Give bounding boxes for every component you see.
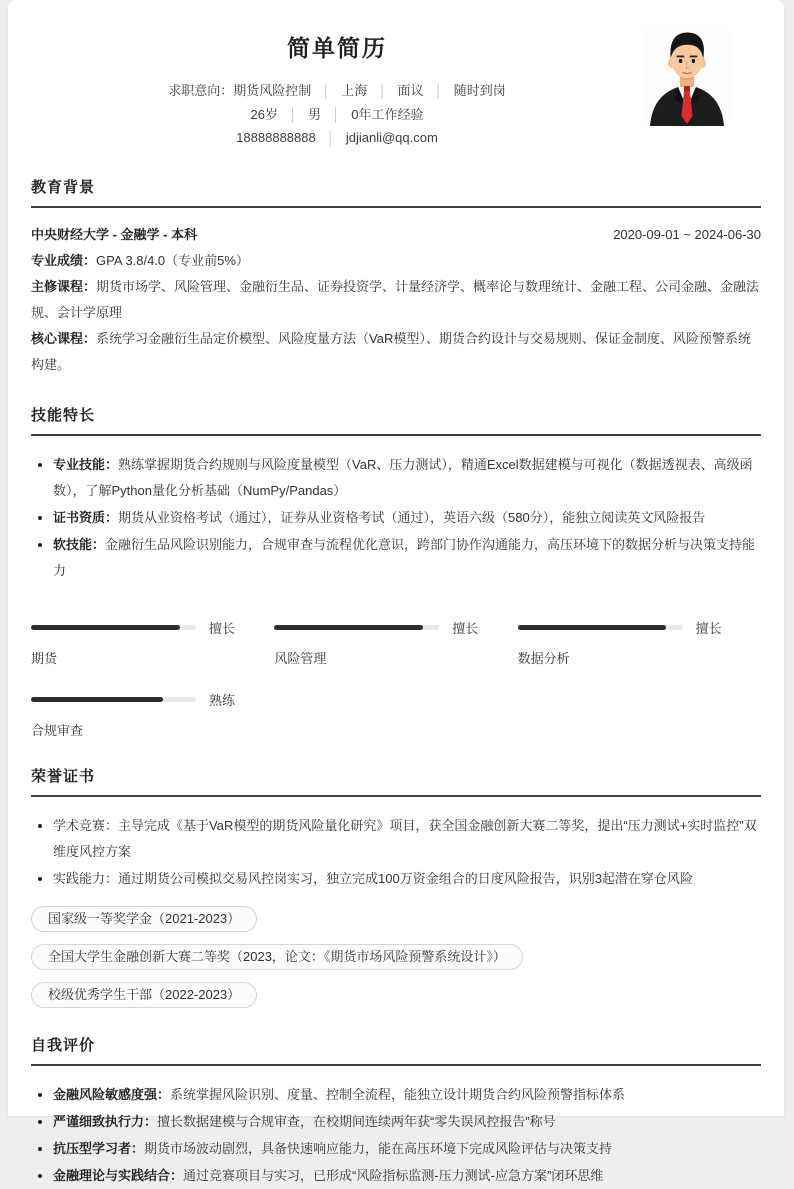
skill-bar-track bbox=[31, 697, 196, 702]
phone-number: 18888888888 bbox=[236, 130, 316, 145]
skill-name: 合规审查 bbox=[31, 722, 84, 738]
bullet-dot bbox=[38, 877, 42, 881]
age: 26岁 bbox=[250, 106, 278, 122]
item-label: 金融风险敏感度强： bbox=[53, 1086, 171, 1102]
bullet-dot bbox=[38, 463, 42, 467]
skill-level-label: 擅长 bbox=[209, 620, 236, 636]
award-badge: 校级优秀学生干部（2022-2023） bbox=[31, 982, 257, 1008]
work-experience: 0年工作经验 bbox=[351, 106, 424, 122]
skill-bars-grid bbox=[31, 618, 761, 739]
divider-bar: │ bbox=[378, 83, 387, 98]
list-item bbox=[31, 813, 761, 865]
education-heading: 教育背景 bbox=[31, 176, 761, 208]
skill-level-label: 熟练 bbox=[209, 692, 236, 708]
skill-bar-fill bbox=[31, 697, 163, 702]
row-text: GPA 3.8/4.0（专业前5%） bbox=[96, 252, 249, 268]
school-degree: 中央财经大学 - 金融学 - 本科 bbox=[31, 226, 198, 242]
bullet-dot bbox=[38, 1174, 42, 1178]
evaluation-heading: 自我评价 bbox=[31, 1034, 761, 1066]
item-text: 通过期货公司模拟交易风控岗实习，独立完成100万资金组合的日度风险报告，识别3起潜在穿仓风险 bbox=[118, 870, 693, 886]
bullet-dot bbox=[38, 516, 42, 520]
bullet-dot bbox=[38, 824, 42, 828]
list-item bbox=[31, 1136, 761, 1162]
row-label: 核心课程： bbox=[31, 330, 97, 346]
list-item bbox=[31, 1082, 761, 1108]
item-text: 主导完成《基于VaR模型的期货风险量化研究》项目，获全国金融创新大赛二等奖，提出“压力测试+实时监控”双维度风控方案 bbox=[53, 817, 757, 859]
email-address: jdjianli@qq.com bbox=[345, 130, 438, 145]
resume-page bbox=[7, 0, 785, 1183]
availability: 随时到岗 bbox=[453, 83, 506, 98]
row-label: 专业成绩： bbox=[31, 252, 97, 268]
skills-heading: 技能特长 bbox=[31, 404, 761, 436]
list-item bbox=[31, 532, 761, 584]
item-label: 专业技能： bbox=[53, 456, 119, 472]
divider-bar: │ bbox=[288, 106, 298, 122]
item-text: 期货市场波动剧烈，具备快速响应能力，能在高压环境下完成风险评估与决策支持 bbox=[144, 1140, 613, 1156]
gender: 男 bbox=[308, 106, 322, 122]
item-label: 金融理论与实践结合： bbox=[53, 1167, 184, 1183]
skill-bar-track bbox=[274, 625, 439, 630]
list-item bbox=[31, 866, 761, 892]
item-label: 实践能力： bbox=[53, 870, 119, 886]
bullet-dot bbox=[38, 543, 42, 547]
profile-photo bbox=[643, 26, 731, 126]
skill-bar-risk-management bbox=[274, 618, 517, 667]
item-label: 证书资质： bbox=[53, 509, 119, 525]
divider-bar: │ bbox=[332, 106, 341, 122]
education-core-courses-row bbox=[31, 326, 761, 378]
skill-level-label: 擅长 bbox=[452, 620, 479, 636]
list-item bbox=[31, 505, 761, 531]
skill-bar-track bbox=[518, 625, 683, 630]
row-text: 期货市场学、风险管理、金融衍生品、证券投资学、计量经济学、概率论与数理统计、金融工程、公司金融、金融法规、会计学原理 bbox=[31, 278, 760, 320]
item-label: 软技能： bbox=[53, 536, 106, 552]
list-item bbox=[31, 1163, 761, 1189]
item-label: 抗压型学习者： bbox=[53, 1140, 145, 1156]
resume-header bbox=[31, 0, 761, 150]
basic-info-line bbox=[31, 103, 643, 127]
job-intent: 求职意向：期货风险控制 bbox=[168, 83, 312, 98]
divider-bar: │ bbox=[434, 83, 443, 98]
section-skills bbox=[31, 404, 761, 739]
resume-title: 简单简历 bbox=[287, 35, 387, 61]
item-text: 系统掌握风险识别、度量、控制全流程，能独立设计期货合约风险预警指标体系 bbox=[170, 1086, 626, 1102]
bullet-dot bbox=[38, 1120, 42, 1124]
skill-level-label: 擅长 bbox=[695, 620, 722, 636]
bullet-dot bbox=[38, 1147, 42, 1151]
header-text-block bbox=[31, 26, 643, 150]
row-label: 主修课程： bbox=[31, 278, 97, 294]
item-text: 期货从业资格考试（通过），证券从业资格考试（通过），英语六级（580分），能独立阅读英文风险报告 bbox=[118, 509, 706, 525]
skill-name: 风险管理 bbox=[274, 650, 327, 666]
job-intent-line bbox=[31, 79, 643, 103]
award-badge: 全国大学生金融创新大赛二等奖（2023，论文：《期货市场风险预警系统设计》） bbox=[31, 944, 523, 970]
skill-bar-compliance bbox=[31, 690, 274, 739]
divider-bar: │ bbox=[322, 83, 331, 98]
education-gpa-row bbox=[31, 248, 761, 274]
male-avatar-illustration bbox=[643, 26, 731, 126]
education-courses-row bbox=[31, 274, 761, 326]
skill-bar-data-analysis bbox=[518, 618, 761, 667]
item-label: 学术竞赛： bbox=[53, 817, 119, 833]
bullet-dot bbox=[38, 1093, 42, 1097]
skill-bar-futures bbox=[31, 618, 274, 667]
list-item bbox=[31, 452, 761, 504]
honors-heading: 荣誉证书 bbox=[31, 765, 761, 797]
skill-bar-fill bbox=[518, 625, 667, 630]
section-honors bbox=[31, 765, 761, 1008]
skill-name: 数据分析 bbox=[517, 650, 570, 666]
award-badge: 国家级一等奖学金（2021-2023） bbox=[31, 906, 257, 932]
item-text: 金融衍生品风险识别能力，合规审查与流程优化意识，跨部门协作沟通能力，高压环境下的数据分析与决策支持能力 bbox=[53, 536, 756, 578]
contact-line bbox=[31, 126, 643, 150]
skill-name: 期货 bbox=[31, 650, 58, 666]
education-school-row bbox=[31, 222, 761, 248]
item-label: 严谨细致执行力： bbox=[53, 1113, 158, 1129]
row-text: 系统学习金融衍生品定价模型、风险度量方法（VaR模型）、期货合约设计与交易规则、保证金制度、风险预警系统构建。 bbox=[31, 330, 751, 372]
section-self-evaluation bbox=[31, 1034, 761, 1189]
item-text: 通过竞赛项目与实习，已形成“风险指标监测-压力测试-应急方案”闭环思维 bbox=[183, 1167, 604, 1183]
award-badges bbox=[31, 906, 761, 1008]
item-text: 熟练掌握期货合约规则与风险度量模型（VaR、压力测试），精通Excel数据建模与可视化（数据透视表、高级函数），了解Python量化分析基础（NumPy/Pandas） bbox=[53, 456, 753, 498]
job-city: 上海 bbox=[341, 83, 368, 98]
skill-bar-track bbox=[31, 625, 196, 630]
salary-expectation: 面议 bbox=[397, 83, 424, 98]
divider-bar: │ bbox=[326, 130, 335, 145]
education-date-range: 2020-09-01 ~ 2024-06-30 bbox=[613, 226, 761, 242]
section-education bbox=[31, 176, 761, 378]
list-item bbox=[31, 1109, 761, 1135]
skill-bar-fill bbox=[31, 625, 180, 630]
skill-bar-fill bbox=[274, 625, 423, 630]
item-text: 擅长数据建模与合规审查，在校期间连续两年获“零失误风控报告”称号 bbox=[157, 1113, 556, 1129]
